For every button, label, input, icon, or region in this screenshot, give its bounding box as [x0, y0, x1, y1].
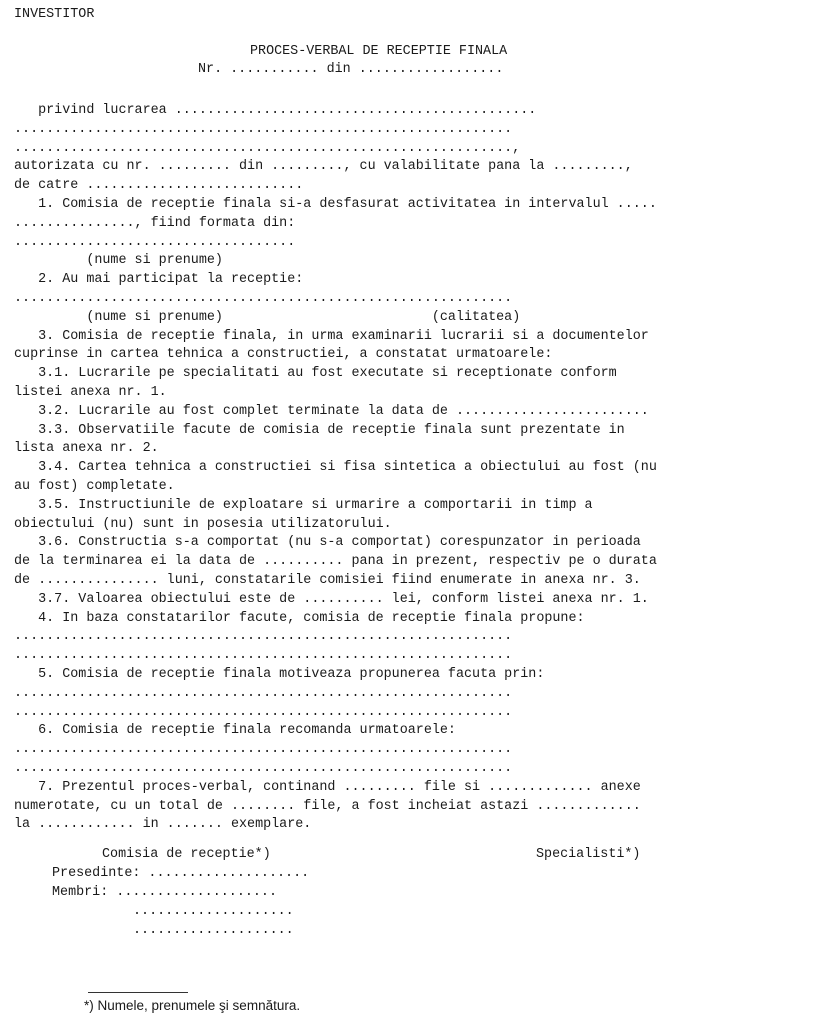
body-line: .............................................................. — [14, 648, 513, 664]
body-line: ................................... — [14, 234, 296, 250]
body-line: 3.5. Instructiunile de exploatare si urmarire a comportarii in timp a — [14, 497, 593, 513]
body-line: .............................................................. — [14, 629, 513, 645]
member-line: .................... — [133, 923, 294, 938]
body-line: (nume si prenume) — [14, 253, 223, 269]
document-title: PROCES-VERBAL DE RECEPTIE FINALA — [250, 44, 508, 59]
body-line: 1. Comisia de receptie finala si-a desfasurat activitatea in intervalul ..... — [14, 197, 657, 212]
body-line: 7. Prezentul proces-verbal, continand ......... file si ............. anexe — [14, 779, 641, 795]
body-line: .............................................................., — [14, 140, 521, 156]
body-line: 3.3. Observatiile facute de comisia de receptie finala sunt prezentate in — [14, 422, 625, 438]
body-line: ..............., fiind formata din: — [14, 215, 296, 231]
member-line: .................... — [133, 904, 294, 919]
body-line: .............................................................. — [14, 704, 513, 720]
body-line: 4. In baza constatarilor facute, comisia de receptie finala propune: — [14, 610, 585, 626]
body-line: 5. Comisia de receptie finala motiveaza propunerea facuta prin: — [14, 667, 545, 682]
investor-header: INVESTITOR — [14, 7, 95, 22]
body-line: cuprinse in cartea tehnica a constructiei, a constatat urmatoarele: — [14, 347, 553, 363]
body-line: 3. Comisia de receptie finala, in urma examinarii lucrarii si a documentelor — [14, 328, 649, 344]
body-line: 3.7. Valoarea obiectului este de .......... lei, conform listei anexa nr. 1. — [14, 591, 649, 607]
footnote: *) Numele, prenumele şi semnătura. — [84, 998, 301, 1013]
body-line: de ............... luni, constatarile comisiei fiind enumerate in anexa nr. 3. — [14, 573, 641, 588]
body-line: .............................................................. — [14, 685, 513, 701]
document-number-line: Nr. ........... din .................. — [198, 62, 504, 77]
body-line: au fost) completate. — [14, 479, 175, 494]
body-line: obiectului (nu) sunt in posesia utilizatorului. — [14, 516, 392, 532]
body-line: .............................................................. — [14, 291, 513, 306]
body-line: listei anexa nr. 1. — [14, 385, 167, 400]
body-line: 2. Au mai participat la receptie: — [14, 272, 304, 288]
body-line: (nume si prenume) (calitatea) — [14, 309, 521, 325]
body-line: .............................................................. — [14, 121, 513, 137]
committee-heading: Comisia de receptie*) — [102, 847, 271, 862]
body-line: lista anexa nr. 2. — [14, 441, 159, 457]
body-line: de catre ........................... — [14, 178, 304, 194]
body-line: 3.4. Cartea tehnica a constructiei si fisa sintetica a obiectului au fost (nu — [14, 460, 657, 476]
body-line: autorizata cu nr. ......... din ........., cu valabilitate pana la ........., — [14, 159, 633, 175]
body-line: numerotate, cu un total de ........ file, a fost incheiat astazi ............. — [14, 798, 641, 814]
body-line: la ............ in ....... exemplare. — [14, 817, 312, 833]
body-line: de la terminarea ei la data de .......... pana in prezent, respectiv pe o durata — [14, 554, 657, 570]
body-line: 3.2. Lucrarile au fost complet terminate la data de ........................ — [14, 403, 649, 419]
body-line: 3.6. Constructia s-a comportat (nu s-a comportat) corespunzator in perioada — [14, 535, 641, 551]
body-line: 3.1. Lucrarile pe specialitati au fost executate si receptionate conform — [14, 366, 617, 382]
specialists-heading: Specialisti*) — [536, 847, 641, 862]
body-line: .............................................................. — [14, 742, 513, 758]
body-line: privind lucrarea ............................................. — [14, 103, 537, 118]
body-line: .............................................................. — [14, 761, 513, 776]
footnote-divider — [88, 992, 188, 993]
president-line: Presedinte: .................... — [52, 866, 310, 881]
members-line: Membri: .................... — [52, 885, 277, 900]
body-line: 6. Comisia de receptie finala recomanda urmatoarele: — [14, 723, 456, 739]
